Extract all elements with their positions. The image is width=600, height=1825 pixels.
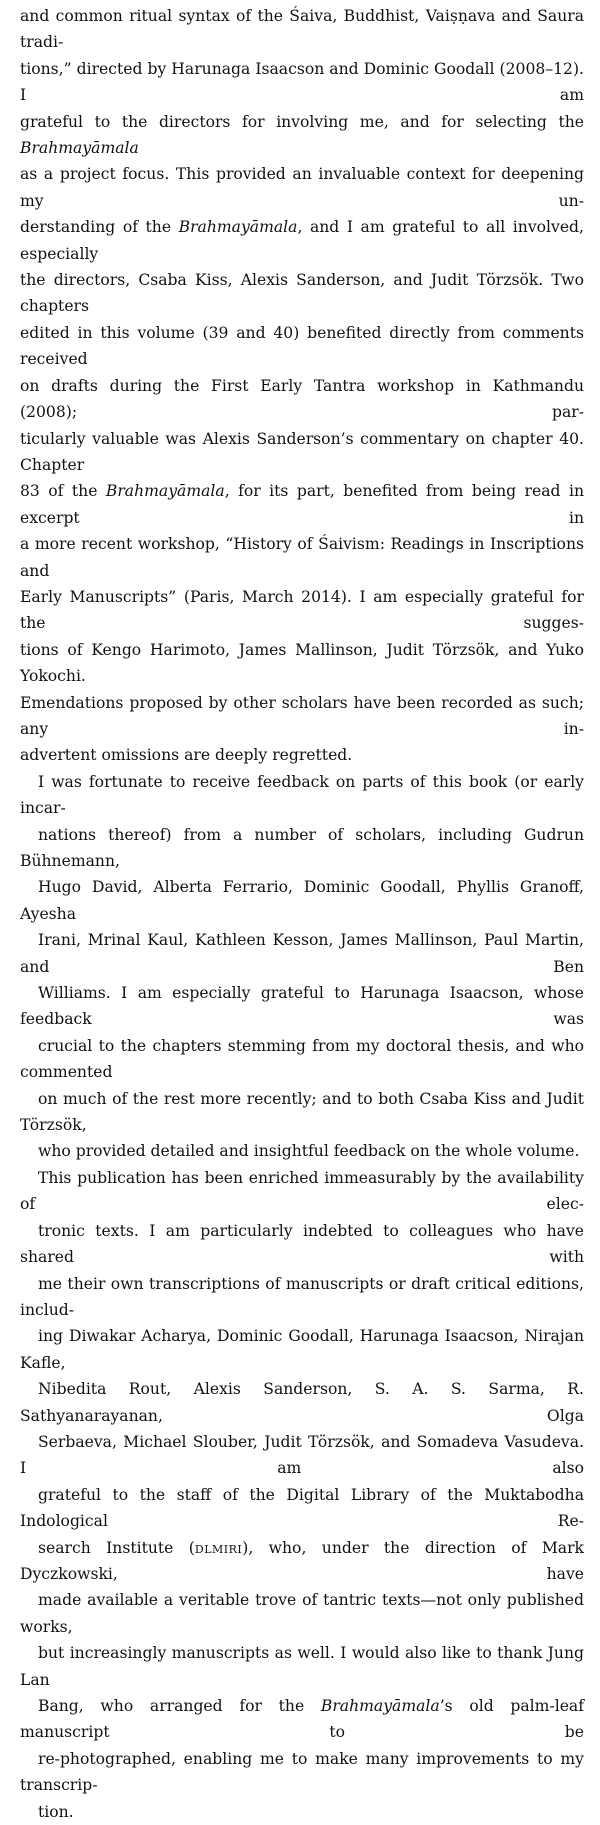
text-line bbox=[20, 1323, 584, 1376]
text-line bbox=[20, 478, 584, 531]
text-line bbox=[20, 584, 584, 637]
text-line bbox=[20, 874, 584, 927]
text-run: tions of Kengo Harimoto, James Mallinson, Judit Törzsök, and Yuko Yokochi. bbox=[20, 640, 584, 686]
italic-title: Brahmayāmala bbox=[105, 482, 225, 501]
text-line bbox=[20, 1271, 584, 1324]
text-run: I was fortunate to receive feedback on parts of this book (or early incar- bbox=[20, 772, 584, 818]
text-run: Nibedita Rout, Alexis Sanderson, S. A. S. Sarma, R. Sathyanarayanan, Olga bbox=[20, 1380, 584, 1425]
text-line bbox=[20, 426, 584, 479]
text-run: ), who, under the direction of Mark Dyczkowski, have bbox=[20, 1538, 584, 1583]
text-run: a more recent workshop, “History of Śaivism: Readings in Inscriptions and bbox=[20, 535, 584, 580]
text-run: on drafts during the First Early Tantra workshop in Kathmandu (2008); par- bbox=[20, 376, 584, 422]
text-line bbox=[20, 1482, 584, 1535]
text-line bbox=[20, 1693, 584, 1746]
text-run: ing Diwakar Acharya, Dominic Goodall, Harunaga Isaacson, Nirajan Kafle, bbox=[20, 1327, 584, 1372]
text-line bbox=[20, 1429, 584, 1482]
text-line bbox=[20, 3, 584, 56]
text-line bbox=[20, 320, 584, 373]
acronym: dlmiri bbox=[194, 1538, 243, 1557]
italic-title: Brahmayāmala bbox=[320, 1697, 440, 1715]
text-line bbox=[20, 373, 584, 426]
text-line bbox=[20, 1640, 584, 1693]
text-line bbox=[20, 742, 584, 768]
text-line bbox=[20, 56, 584, 109]
text-line bbox=[20, 214, 584, 267]
text-run: tion. bbox=[38, 1802, 74, 1821]
text-line bbox=[20, 1535, 584, 1588]
text-run: me their own transcriptions of manuscripts or draft critical editions, includ- bbox=[20, 1274, 584, 1319]
text-run: crucial to the chapters stemming from my doctoral thesis, and who commented bbox=[20, 1036, 584, 1082]
text-run: Emendations proposed by other scholars have been recorded as such; any in- bbox=[20, 693, 584, 738]
text-run: tions,” directed by Harunaga Isaacson and Dominic Goodall (2008–12). I am bbox=[20, 59, 584, 105]
text-run: the directors, Csaba Kiss, Alexis Sanderson, and Judit Törzsök. Two chapters bbox=[20, 271, 584, 316]
text-line bbox=[20, 822, 584, 875]
text-line bbox=[20, 1165, 584, 1218]
text-run: but increasingly manuscripts as well. I would also like to thank Jung Lan bbox=[20, 1644, 584, 1689]
text-run: , for its part, benefited from being read in excerpt in bbox=[20, 482, 584, 527]
text-run: Williams. I am especially grateful to Harunaga Isaacson, whose feedback was bbox=[20, 984, 584, 1029]
text-line bbox=[20, 267, 584, 320]
text-run: made available a veritable trove of tantric texts—not only published works, bbox=[20, 1591, 584, 1636]
text-run: grateful to the directors for involving me, and for selecting the bbox=[20, 112, 584, 131]
text-line bbox=[20, 109, 584, 162]
text-run: grateful to the staff of the Digital Library of the Muktabodha Indological Re- bbox=[20, 1485, 584, 1531]
text-line bbox=[20, 1799, 584, 1825]
text-line bbox=[20, 637, 584, 690]
text-run: Serbaeva, Michael Slouber, Judit Törzsök, and Somadeva Vasudeva. I am also bbox=[20, 1432, 584, 1478]
italic-title: Brahmayāmala bbox=[178, 218, 298, 237]
text-run: tronic texts. I am particularly indebted to colleagues who have shared with bbox=[20, 1221, 584, 1267]
text-run: advertent omissions are deeply regretted. bbox=[20, 746, 353, 765]
text-line bbox=[20, 1218, 584, 1271]
text-run: and common ritual syntax of the Śaiva, Buddhist, Vaiṣṇava and Saura tradi- bbox=[20, 7, 584, 52]
paragraph-2 bbox=[20, 769, 584, 1165]
text-run: on much of the rest more recently; and to both Csaba Kiss and Judit Törzsök, bbox=[20, 1089, 584, 1135]
text-run: ’s old palm-leaf manuscript to be bbox=[20, 1697, 584, 1742]
document-page bbox=[20, 3, 584, 1825]
italic-title: Brahmayāmala bbox=[20, 139, 139, 158]
text-run: Bang, who arranged for the bbox=[38, 1697, 321, 1715]
text-run: This publication has been enriched immeasurably by the availability of elec- bbox=[20, 1168, 584, 1214]
text-line bbox=[20, 690, 584, 743]
text-line bbox=[20, 531, 584, 584]
text-line bbox=[20, 927, 584, 980]
text-run: derstanding of the bbox=[20, 218, 179, 237]
text-run: Hugo David, Alberta Ferrario, Dominic Goodall, Phyllis Granoff, Ayesha bbox=[20, 878, 584, 923]
text-run: Early Manuscripts” (Paris, March 2014). I am especially grateful for the sugges- bbox=[20, 587, 584, 633]
text-run: ticularly valuable was Alexis Sanderson’s commentary on chapter 40. Chapter bbox=[20, 429, 584, 474]
paragraph-1 bbox=[20, 3, 584, 769]
text-line bbox=[20, 980, 584, 1033]
text-line bbox=[20, 1376, 584, 1429]
text-line bbox=[20, 161, 584, 214]
text-run: 83 of the bbox=[20, 482, 106, 501]
text-line bbox=[20, 769, 584, 822]
text-run: Irani, Mrinal Kaul, Kathleen Kesson, James Mallinson, Paul Martin, and Ben bbox=[20, 931, 584, 976]
text-line bbox=[20, 1746, 584, 1799]
text-run: search Institute ( bbox=[38, 1538, 195, 1557]
text-line bbox=[20, 1086, 584, 1139]
text-run: , and I am grateful to all involved, especially bbox=[20, 218, 584, 263]
paragraph-3 bbox=[20, 1165, 584, 1825]
text-run: edited in this volume (39 and 40) benefited directly from comments received bbox=[20, 323, 584, 369]
text-line bbox=[20, 1033, 584, 1086]
text-line bbox=[20, 1138, 584, 1164]
text-run: as a project focus. This provided an invaluable context for deepening my un- bbox=[20, 165, 584, 210]
text-run: nations thereof) from a number of scholars, including Gudrun Bühnemann, bbox=[20, 825, 584, 870]
text-line bbox=[20, 1587, 584, 1640]
text-run: who provided detailed and insightful feedback on the whole volume. bbox=[38, 1142, 580, 1161]
text-run: re-photographed, enabling me to make many improvements to my transcrip- bbox=[20, 1749, 584, 1795]
